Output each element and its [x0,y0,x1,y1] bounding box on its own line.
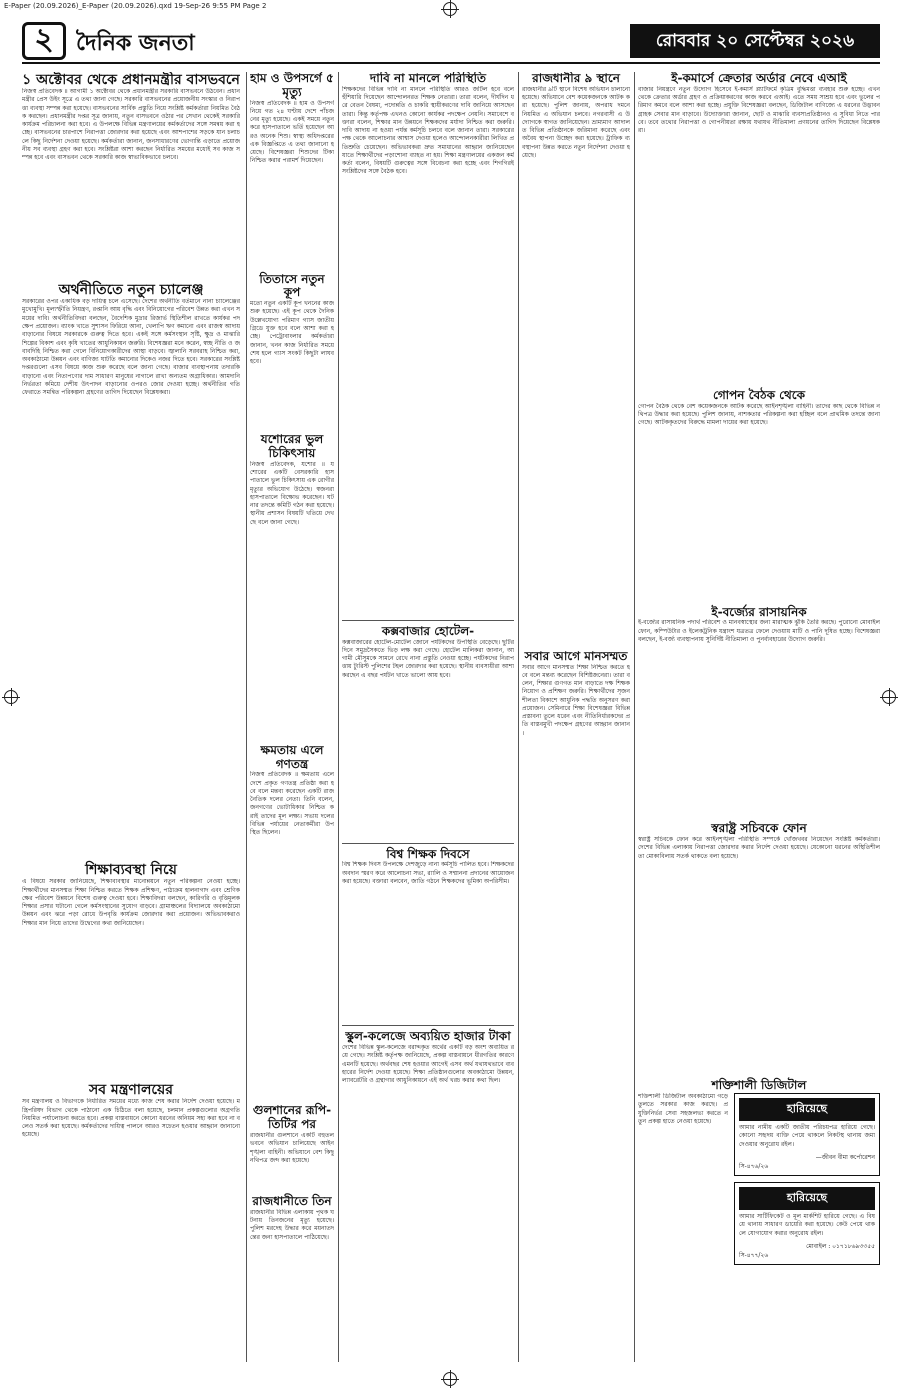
article-body: এ বিষয়ে সরকার জানিয়েছে, শিক্ষাব্যবস্থার মানোন্নয়নে নতুন পরিকল্পনা নেওয়া হচ্ছে। শিক্ষার্থীদের মানসম্মত শিক্ষা নিশ্চিত করতে শিক্ষক প্রশিক্ষণ, পাঠ্যক্রম হালনাগাদ এবং শ্রেণিকক্ষের পরিবেশ উন্নয়নে বিশেষ গুরুত্ব দেওয়া হবে। শিক্ষাবিদরা বলছেন, কারিগরি ও বৃত্তিমূলক শিক্ষার প্রসার ঘটানো গেলে কর্মসংস্থানের সুযোগ বাড়বে। গ্রামাঞ্চলের বিদ্যালয়ে অবকাঠামো উন্নয়ন এবং ঝরে পড়া রোধে উপবৃত্তি কার্যক্রম জোরদার করা প্রয়োজন। অভিভাবকরাও শিক্ষার মান নিয়ে তাদের উদ্বেগের কথা জানিয়েছেন। [22,878,240,927]
lost-notice-1 [734,1093,880,1176]
headline-capital-three: রাজধানীতে তিন [252,1193,332,1208]
headline-pm-residence: ১ অক্টোবর থেকে প্রধানমন্ত্রীর বাসভবনে [22,72,240,88]
article-body: নিজস্ব প্রতিবেদক, যশোর ॥ যশোরের একটি বেসরকারি হাসপাতালে ভুল চিকিৎসায় এক রোগীর মৃত্যুর অভিযোগ উঠেছে। স্বজনরা হাসপাতালে বিক্ষোভ করেছেন। ঘটনার তদন্তে কমিটি গঠন করা হয়েছে। স্থানীয় প্রশাসন বিষয়টি খতিয়ে দেখছে বলে জানা গেছে। [250,460,334,526]
column-divider [518,72,519,1362]
article-body: রাজধানীর ৯টি স্থানে বিশেষ অভিযান চালানো হয়েছে। অভিযানে বেশ কয়েকজনকে আটক করা হয়েছে। পুলিশ জানায়, অপরাধ দমনে নিয়মিত এ অভিযান চলবে। নগরবাসী এ উদ্যোগকে স্বাগত জানিয়েছেন। ভ্রাম্যমাণ আদালত বিভিন্ন প্রতিষ্ঠানকে জরিমানা করেছে এবং অবৈধ স্থাপনা উচ্ছেদ করা হয়েছে। ট্রাফিক ব্যবস্থাপনা উন্নত করতে নতুন নির্দেশনা দেওয়া হয়েছে। [522,85,630,159]
headline-education: শিক্ষাব্যবস্থা নিয়ে [85,862,177,879]
column-divider [338,72,339,1362]
column-2 [250,72,334,1362]
headline-digital: শক্তিশালী ডিজিটাল [711,1078,807,1093]
lost-notice-text: আমার সার্টিফিকেট ও মূল মার্কশিট হারিয়ে গেছে। এ বিষয়ে থানায় সাধারণ ডায়েরি করা হয়েছে। কেউ পেয়ে থাকলে যোগাযোগ করার অনুরোধ রইল। [739,1213,875,1237]
divider [342,843,514,844]
page-number: ২ [22,22,66,60]
classified-ads [734,1093,880,1343]
article-body: শিক্ষকদের বিভিন্ন দাবি না মানলে পরিস্থিতি আরও জটিল হবে বলে হুঁশিয়ারি দিয়েছেন আন্দোলনরত শিক্ষক নেতারা। তারা বলেন, দীর্ঘদিন ধরে বেতন বৈষম্য, পদোন্নতি ও চাকরি স্থায়ীকরণের দাবি জানিয়ে আসছেন তারা। কিন্তু কর্তৃপক্ষ এখনও কোনো কার্যকর পদক্ষেপ নেয়নি। সমাবেশে বক্তারা বলেন, শিক্ষার মান উন্নয়নে শিক্ষকদের মর্যাদা নিশ্চিত করা জরুরি। দাবি আদায় না হওয়া পর্যন্ত কর্মসূচি চলবে বলে জানান তারা। সরকারের পক্ষ থেকে আলোচনার আশ্বাস দেওয়া হলেও আন্দোলনকারীরা লিখিত প্রতিশ্রুতি চেয়েছেন। অভিভাবকরা দ্রুত সমাধানের আহ্বান জানিয়েছেন যাতে শিক্ষার্থীদের পড়াশোনা ব্যাহত না হয়। শিক্ষা মন্ত্রণালয়ের একজন কর্মকর্তা বলেন, বিষয়টি গুরুত্বের সঙ্গে বিবেচনা করা হচ্ছে এবং শিগগিরই সংশ্লিষ্টদের সঙ্গে বৈঠক হবে। [342,85,514,176]
column-divider [634,72,635,1362]
headline-jessore: যশোরের ভুল চিকিৎসায় [260,432,324,460]
digital-section [638,1093,880,1343]
divider [342,1025,514,1026]
article-body: রাজধানীর গুলশানে একটি বহুতল ভবনে অভিযান চালিয়েছে আইনশৃঙ্খলা বাহিনী। অভিযানে বেশ কিছু নথিপত্র জব্দ করা হয়েছে। [250,1131,334,1164]
file-info-text: E-Paper (20.09.2026)_E-Paper (20.09.2026).qxd 19-Sep-26 9:55 PM Page 2 [4,2,267,10]
lost-notice-code: সি-৪৭৭/২৬ [739,1251,769,1259]
headline-gulshan: গুলশানের রূপি-তিটির পর [252,1103,332,1132]
headline-ecommerce-ai: ই-কমার্সে ক্রেতার অর্ডার নেবে এআই [671,72,847,85]
registration-mark-icon [443,2,457,16]
article-body: নিজস্ব প্রতিবেদক ॥ ক্ষমতায় এলে দেশে প্রকৃত গণতন্ত্র প্রতিষ্ঠা করা হবে বলে মন্তব্য করেছেন একটি রাজনৈতিক দলের নেতা। তিনি বলেন, জনগণের ভোটাধিকার নিশ্চিত করাই তাদের মূল লক্ষ্য। সভায় দলের বিভিন্ন পর্যায়ের নেতাকর্মীরা উপস্থিত ছিলেন। [250,771,334,837]
article-body: কক্সবাজারের হোটেল-মোটেল জোনে পর্যটকদের উপস্থিতি বেড়েছে। ছুটির দিনে সমুদ্রসৈকতে ভিড় লক্ষ করা গেছে। হোটেল মালিকরা জানান, আগামী মৌসুমকে সামনে রেখে নানা প্রস্তুতি নেওয়া হচ্ছে। পর্যটকদের নিরাপত্তায় ট্যুরিস্ট পুলিশের টহল জোরদার করা হয়েছে। স্থানীয় ব্যবসায়ীরা আশা করছেন এ বছর পর্যটন খাতে ভালো আয় হবে। [342,638,514,679]
column-4 [522,72,630,1362]
article-body: নিজস্ব প্রতিবেদক ॥ হাম ও উপসর্গ নিয়ে গত ২৪ ঘণ্টায় দেশে পাঁচজনের মৃত্যু হয়েছে। একই সময়ে নতুন করে হাসপাতালে ভর্তি হয়েছেন আরও অনেক শিশু। স্বাস্থ্য অধিদপ্তরের এক বিজ্ঞপ্তিতে এ তথ্য জানানো হয়েছে। বিশেষজ্ঞরা শিশুদের টিকা নিশ্চিত করার পরামর্শ দিয়েছেন। [250,99,334,165]
lost-notice-title: হারিয়েছে [739,1098,875,1121]
column-3 [342,72,514,1362]
article-body: মতো নতুন একটি কূপ খননের কাজ শুরু হয়েছে। এই কূপ থেকে দৈনিক উল্লেখযোগ্য পরিমাণ গ্যাস জাতীয় গ্রিডে যুক্ত হবে বলে আশা করা হচ্ছে। পেট্রোবাংলার কর্মকর্তারা জানান, খনন কাজ নির্ধারিত সময়ে শেষ হলে গ্যাস সংকট কিছুটা লাঘব হবে। [250,300,334,366]
lost-notice-text: আমার নামীয় একটি জাতীয় পরিচয়পত্র হারিয়ে গেছে। কোনো সহৃদয় ব্যক্তি পেয়ে থাকলে নিকটস্থ থানায় জমা দেওয়ার অনুরোধ রইল। [739,1123,875,1148]
headline-coxsbazar: কক্সবাজার হোটেল- [381,623,475,638]
lost-notice-code: সি-৪৭৬/২৬ [739,1162,769,1170]
lost-notice-2 [734,1182,880,1265]
headline-secret-meeting: গোপন বৈঠক থেকে [712,387,806,402]
article-body: শক্তিশালী ডিজিটাল অবকাঠামো গড়ে তুলতে সরকার কাজ করছে। প্রযুক্তিনির্ভর সেবা সহজলভ্য করতে নতুন প্রকল্প হাতে নেওয়া হয়েছে। [638,1092,728,1125]
divider [342,620,514,621]
article-body: বাজার নিয়ন্ত্রণে নতুন উদ্যোগ হিসেবে ই-কমার্স প্ল্যাটফর্মে কৃত্রিম বুদ্ধিমত্তা ব্যবহার শুরু হচ্ছে। এখন থেকে ক্রেতার অর্ডার গ্রহণ ও প্রক্রিয়াকরণের কাজ করবে এআই। এতে সময় সাশ্রয় হবে এবং ভুলের পরিমাণ কমবে বলে আশা করা হচ্ছে। প্রযুক্তি বিশেষজ্ঞরা বলছেন, ডিজিটাল বাণিজ্যে এ ধরনের উদ্ভাবন গ্রাহক সেবার মান বাড়াবে। উদ্যোক্তারা জানান, ছোট ও মাঝারি ব্যবসাপ্রতিষ্ঠানও এ সুবিধা নিতে পারবে। তবে তথ্যের নিরাপত্তা ও গোপনীয়তা রক্ষায় যথাযথ নীতিমালা প্রণয়নের তাগিদ দিয়েছেন বিশ্লেষকরা। [638,85,880,135]
headline-nine-places: রাজধানীর ৯ স্থানে [532,72,620,85]
headline-ministries: সব মন্ত্রণালয়ের [89,1082,173,1099]
masthead [22,20,880,64]
column-1 [22,72,240,1362]
headline-economy: অর্থনীতিতে নতুন চ্যালেঞ্জ [58,282,204,299]
article-body: বিশ্ব শিক্ষক দিবস উপলক্ষে দেশজুড়ে নানা কর্মসূচি পালিত হবে। শিক্ষকদের অবদান স্মরণ করে আলোচনা সভা, র‍্যালি ও সম্মাননা প্রদানের আয়োজন করা হয়েছে। বক্তারা বলবেন, জাতি গঠনে শিক্ষকদের ভূমিকা অপরিসীম। [342,861,514,885]
headline-quality-education: সবার আগে মানসম্মত [524,648,628,663]
article-body: সব মন্ত্রণালয় ও বিভাগকে নির্ধারিত সময়ের মধ্যে কাজ শেষ করার নির্দেশ দেওয়া হয়েছে। মন্ত্রিপরিষদ বিভাগ থেকে পাঠানো এক চিঠিতে বলা হয়েছে, চলমান প্রকল্পগুলোর অগ্রগতি নিয়মিত পর্যালোচনা করতে হবে। প্রকল্প বাস্তবায়নে কোনো ধরনের অনিয়ম সহ্য করা হবে না বলেও সতর্ক করা হয়েছে। কর্মকর্তাদের দায়িত্ব পালনে আরও সচেতন হওয়ার আহ্বান জানানো হয়েছে। [22,1098,240,1139]
headline-home-secretary: স্বরাষ্ট্র সচিবকে ফোন [711,821,807,836]
headline-measles: হাম ও উপসর্গে ৫ মৃত্যু [250,72,334,99]
article-body: গোপন বৈঠক থেকে বেশ কয়েকজনকে আটক করেছে আইনশৃঙ্খলা বাহিনী। তাদের কাছ থেকে বিভিন্ন নথিপত্র উদ্ধার করা হয়েছে। পুলিশ জানায়, নাশকতার পরিকল্পনা করা হচ্ছিল বলে প্রাথমিক তদন্তে জানা গেছে। আটককৃতদের বিরুদ্ধে মামলা দায়ের করা হয়েছে। [638,402,880,427]
headline-demands: দাবি না মানলে পরিস্থিতি [369,72,487,85]
lost-notice-title: হারিয়েছে [739,1187,875,1210]
lost-notice-contact: মোবাইল : ০১৭১৮৬৯৩৩৫৫ [806,1242,875,1250]
article-body: সবার আগে মানসম্মত শিক্ষা নিশ্চিত করতে হবে বলে মন্তব্য করেছেন বিশিষ্টজনেরা। তারা বলেন, শিক্ষার গুণগত মান বাড়াতে দক্ষ শিক্ষক নিয়োগ ও প্রশিক্ষণ জরুরি। শিক্ষার্থীদের সৃজনশীলতা বিকাশে আধুনিক পদ্ধতি অনুসরণ করা প্রয়োজন। সেমিনারে শিক্ষা বিশেষজ্ঞরা বিভিন্ন প্রস্তাবনা তুলে ধরেন এবং নীতিনির্ধারকদের প্রতি বাস্তবমুখী পদক্ষেপ গ্রহণের আহ্বান জানান। [522,663,630,737]
issue-date: রোববার ২০ সেপ্টেম্বর ২০২৬ [630,24,880,58]
registration-mark-icon [882,690,896,704]
column-5 [638,72,880,1362]
headline-ewaste: ই-বর্জ্যের রাসায়নিক [711,604,807,619]
newspaper-name: দৈনিক জনতা [76,31,195,56]
article-body: ই-বর্জ্যের রাসায়নিক পদার্থ পরিবেশ ও মানবস্বাস্থ্যের জন্য মারাত্মক ঝুঁকি তৈরি করছে। পুরোনো মোবাইল ফোন, কম্পিউটার ও ইলেকট্রনিক যন্ত্রাংশ যত্রতত্র ফেলে দেওয়ায় মাটি ও পানি দূষিত হচ্ছে। বিশেষজ্ঞরা বলছেন, ই-বর্জ্য ব্যবস্থাপনায় সুনির্দিষ্ট নীতিমালা ও পুনর্ব্যবহারের উদ্যোগ জরুরি। [638,619,880,643]
column-divider [246,72,247,1362]
headline-titas-well: তিতাসে নতুন কূপ [259,271,325,300]
headline-democracy: ক্ষমতায় এলে গণতন্ত্র [260,742,324,771]
registration-mark-icon [4,690,18,704]
article-body: নিজস্ব প্রতিবেদক ॥ আগামী ১ অক্টোবর থেকে প্রধানমন্ত্রীর সরকারি বাসভবনে উঠবেন। প্রধানমন্ত্রীর প্রেস উইং সূত্রে এ তথ্য জানা গেছে। সরকারি বাসভবনের প্রয়োজনীয় সংস্কার ও নিরাপত্তা ব্যবস্থা সম্পন্ন করা হয়েছে। বাসভবনের সার্বিক প্রস্তুতি নিয়ে সংশ্লিষ্ট কর্মকর্তারা নিয়মিত বৈঠক করছেন। প্রধানমন্ত্রীর দপ্তর সূত্র জানায়, নতুন বাসভবনে ওঠার পর সেখান থেকেই সরকারি কার্যক্রম পরিচালনা করা হবে। এ উপলক্ষে বিভিন্ন মন্ত্রণালয়ের কর্মকর্তাদের সঙ্গে সমন্বয় করা হচ্ছে। বাসভবনের চারপাশে নিরাপত্তা জোরদার করা হয়েছে এবং আশপাশের সড়কে যান চলাচলে কিছু নির্দেশনা দেওয়া হয়েছে। কর্মকর্তারা জানান, জনসাধারণের ভোগান্তি এড়াতে প্রয়োজনীয় সব ব্যবস্থা গ্রহণ করা হবে। সংশ্লিষ্টরা আশা করছেন নির্ধারিত সময়ের মধ্যেই সব কাজ সম্পন্ন হবে এবং বাসভবন থেকে সরকারি কাজ স্বাভাবিকভাবে চলবে। [22,88,240,162]
article-body: রাজধানীর বিভিন্ন এলাকায় পৃথক ঘটনায় তিনজনের মৃত্যু হয়েছে। পুলিশ মরদেহ উদ্ধার করে ময়নাতদন্তের জন্য হাসপাতালে পাঠিয়েছে। [250,1208,334,1241]
registration-mark-icon [443,1372,457,1386]
headline-unspent-funds: স্কুল-কলেজে অব্যয়িত হাজার টাকা [345,1029,511,1044]
lost-notice-signature: —জীবন বীমা কর্পোরেশন [815,1153,875,1161]
headline-teachers-day: বিশ্ব শিক্ষক দিবসে [386,846,470,861]
article-body: দেশের বিভিন্ন স্কুল-কলেজে বরাদ্দকৃত অর্থের একটি বড় অংশ অব্যয়িত রয়ে গেছে। সংশ্লিষ্ট কর্তৃপক্ষ জানিয়েছে, প্রকল্প বাস্তবায়নে ধীরগতির কারণে এমনটি হয়েছে। অর্থবছর শেষ হওয়ার আগেই এসব অর্থ যথাযথভাবে ব্যবহারের নির্দেশ দেওয়া হয়েছে। শিক্ষা প্রতিষ্ঠানগুলোর অবকাঠামো উন্নয়ন, ল্যাবরেটরি ও গ্রন্থাগার আধুনিকায়নে এই অর্থ খরচ করার কথা ছিল। [342,1044,514,1085]
article-body: সরকারের ওপর একাধিক বড় দায়িত্ব চলে এসেছে। দেশের অর্থনীতি বর্তমানে নানা চ্যালেঞ্জের মুখোমুখি। মূল্যস্ফীতি নিয়ন্ত্রণ, রপ্তানি আয় বৃদ্ধি এবং বিনিয়োগের পরিবেশ উন্নত করা এখন সময়ের দাবি। অর্থনীতিবিদরা বলছেন, বৈদেশিক মুদ্রার রিজার্ভ স্থিতিশীল রাখতে কার্যকর পদক্ষেপ প্রয়োজন। ব্যাংক খাতে সুশাসন ফিরিয়ে আনা, খেলাপি ঋণ কমানো এবং রাজস্ব আদায় বাড়ানোর বিষয়ে সরকারকে গুরুত্ব দিতে হবে। একই সঙ্গে কর্মসংস্থান সৃষ্টি, ক্ষুদ্র ও মাঝারি শিল্পের বিকাশ এবং কৃষি খাতের আধুনিকায়ন জরুরি। বিশেষজ্ঞরা মনে করেন, স্বচ্ছ নীতি ও জবাবদিহি নিশ্চিত করা গেলে বিনিয়োগকারীদের আস্থা বাড়বে। জ্বালানি সরবরাহ নিশ্চিত করা, অবকাঠামো উন্নয়ন এবং বাণিজ্য ঘাটতি কমানোর দিকেও নজর দিতে হবে। সরকারের সংশ্লিষ্ট দপ্তরগুলো এসব বিষয়ে কাজ শুরু করেছে বলে জানা গেছে। বাজার ব্যবস্থাপনায় তদারকি বাড়ানো এবং নিত্যপণ্যের দাম সাধারণ মানুষের নাগালে রাখা অন্যতম অগ্রাধিকার। আমদানি নির্ভরতা কমিয়ে দেশীয় উৎপাদন বাড়ানোর ওপরও জোর দেওয়া হচ্ছে। অর্থনীতির গতি ফেরাতে সমন্বিত পরিকল্পনা গ্রহণের তাগিদ দিয়েছেন বিশ্লেষকরা। [22,298,240,397]
article-body: স্বরাষ্ট্র সচিবকে ফোন করে আইনশৃঙ্খলা পরিস্থিতি সম্পর্কে খোঁজখবর নিয়েছেন সংশ্লিষ্ট কর্মকর্তারা। দেশের বিভিন্ন এলাকায় নিরাপত্তা জোরদার করার নির্দেশ দেওয়া হয়েছে। যেকোনো ধরনের অস্থিতিশীলতা মোকাবিলায় সতর্ক থাকতে বলা হয়েছে। [638,836,880,860]
